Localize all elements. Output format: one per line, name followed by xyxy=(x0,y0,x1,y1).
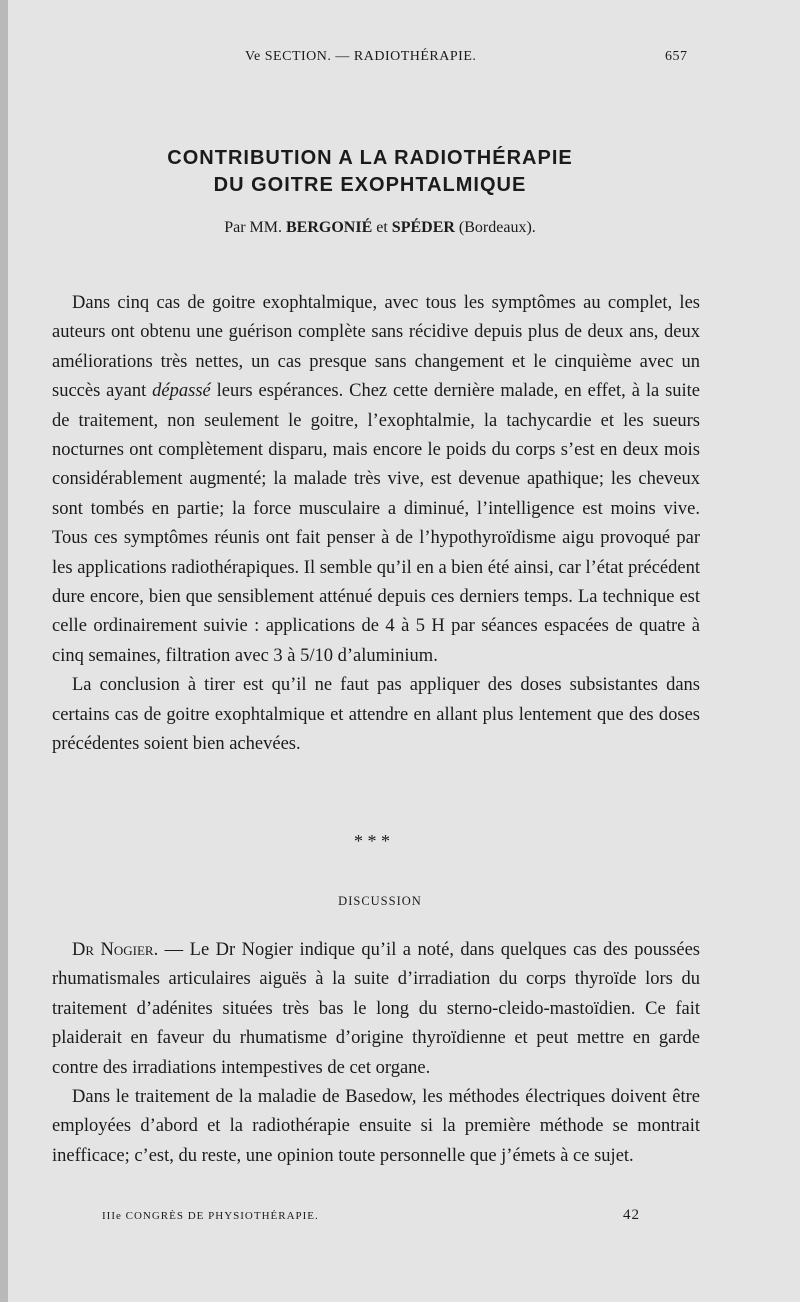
paragraph-1-a: Dans cinq cas de goitre exophtalmique, avec tous les symptômes au complet, les auteurs ont obtenu une guérison complète sans récidive depuis plus de deux ans, deux améliorations très nettes, un cas presque sans changement et le cinquième avec un succès ayant xyxy=(52,293,700,402)
discussion-body xyxy=(52,936,700,1171)
paragraph-1 xyxy=(52,289,700,671)
running-head-title: Ve SECTION. — RADIOTHÉRAPIE. xyxy=(245,49,477,64)
footer-congress: IIIe CONGRÈS DE PHYSIOTHÉRAPIE. xyxy=(102,1210,319,1222)
speaker-name: Dr Nogier. xyxy=(72,940,159,960)
article-title xyxy=(0,145,740,199)
title-line-1: CONTRIBUTION A LA RADIOTHÉRAPIE xyxy=(167,147,573,169)
page-number: 657 xyxy=(665,49,688,64)
byline-place: (Bordeaux). xyxy=(458,219,536,236)
paragraph-2: La conclusion à tirer est qu’il ne faut pas appliquer des doses subsistantes dans certains cas de goitre exophtalmique et attendre en allant plus lentement que des doses précédentes soient bien achevées. xyxy=(52,675,700,755)
paragraph-3-text: — Le Dr Nogier indique qu’il a noté, dans quelques cas des poussées rhumatismales articulaires aiguës à la suite d’irradiation du corps thyroïde lors du traitement d’adénites situées très bas le long du sterno-cleido-mastoïdien. Ce fait plaiderait en faveur du rhumatisme d’origine thyroïdienne et peut mettre en garde contre des irradiations intempestives de cet organe. xyxy=(52,940,701,1078)
paragraph-1-b: leurs espérances. Chez cette dernière malade, en effet, à la suite de traitement, non seulement le goitre, l’exophtalmie, la tachycardie et les sueurs nocturnes ont complètement disparu, mais encore le poids du corps s’est en deux mois considérablement augmenté; la malade très vive, est devenue apathique; les cheveux sont tombés en partie; la force musculaire a diminué, l’intelligence est moins vive. Tous ces symptômes réunis ont fait penser à de l’hypothyroïdisme aigu provoqué par les applications radiothérapiques. Il semble qu’il en a bien été ainsi, car l’état précédent dure encore, bien que sensiblement atténué depuis ces derniers temps. La technique est celle ordinairement suivie : applications de 4 à 5 H par séances espacées de quatre à cinq semaines, filtration avec 3 à 5/10 d’aluminium. xyxy=(52,381,701,666)
paragraph-3 xyxy=(52,936,700,1083)
paragraph-4: Dans le traitement de la maladie de Basedow, les méthodes électriques doivent être employées d’abord et la radiothérapie ensuite si la première méthode se montrait inefficace; c’est, du reste, une opinion toute personnelle que j’émets à ce sujet. xyxy=(52,1087,700,1166)
author-bergonie: BERGONIÉ xyxy=(286,219,373,236)
byline-and: et xyxy=(376,219,388,236)
paragraph-1-emphasis: dépassé xyxy=(152,381,211,402)
discussion-heading: DISCUSSION xyxy=(338,894,422,908)
section-separator: * * * xyxy=(354,831,390,851)
author-speder: SPÉDER xyxy=(391,219,455,236)
byline xyxy=(0,219,760,237)
title-line-2: DU GOITRE EXOPHTALMIQUE xyxy=(213,174,527,196)
footer-signature: 42 xyxy=(623,1207,640,1223)
abstract-body xyxy=(52,289,700,760)
byline-prefix: Par MM. xyxy=(224,219,282,236)
